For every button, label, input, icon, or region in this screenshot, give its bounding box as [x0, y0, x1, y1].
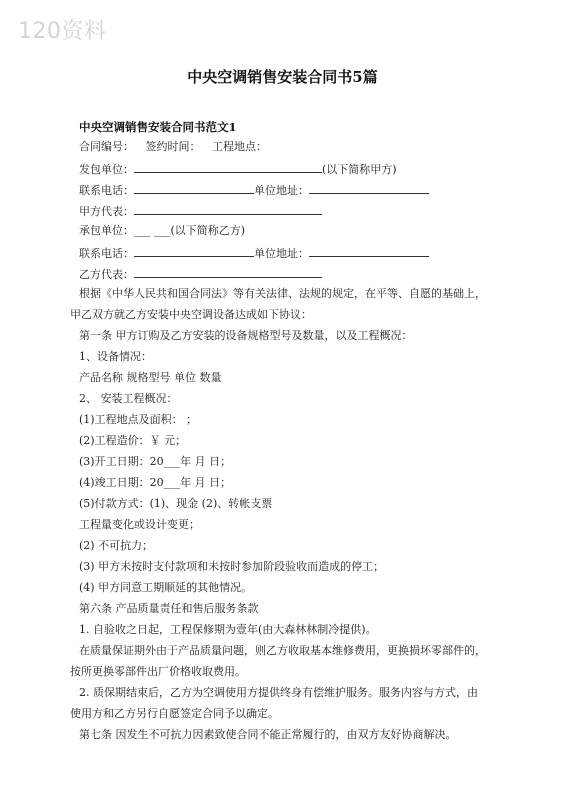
phone-b-label: 联系电话： [79, 247, 134, 260]
party-b-dash: ___ ___ [134, 224, 171, 237]
party-a-phone-line [79, 182, 519, 198]
address-b-label: 单位地址： [254, 247, 309, 260]
party-b-phone-line [79, 245, 519, 261]
item-2: 2、 安装工程概况： [79, 392, 178, 405]
sub-item-2: (2)工程造价：￥ 元； [79, 434, 187, 447]
phone-a-label: 联系电话： [79, 184, 134, 197]
party-a-label: 发包单位： [79, 163, 134, 176]
warranty-item-1: 1. 自验收之日起，工程保修期为壹年(由大森林林制冷提供)。 [79, 623, 377, 636]
warranty-paragraph-line-2: 按所更换零部件出厂价格收取费用。 [70, 665, 246, 678]
party-a-blank [134, 161, 322, 173]
party-b-line [79, 224, 519, 238]
address-b-blank [309, 245, 429, 257]
intro-paragraph-line-2: 甲乙双方就乙方安装中央空调设备达成如下协议： [70, 308, 312, 321]
article-1: 第一条 甲方订购及乙方安装的设备规格型号及数量，以及工程概况： [79, 329, 413, 342]
force-item-3: (3) 甲方未按时支付款项和未按时参加阶段验收而造成的停工； [79, 560, 385, 573]
rep-b-label: 乙方代表： [79, 268, 134, 281]
party-b-label: 承包单位： [79, 224, 134, 237]
party-b-suffix: (以下简称乙方) [170, 224, 246, 237]
phone-a-blank [134, 182, 254, 194]
sub-item-4: (4)竣工日期：20___年 月 日； [79, 476, 232, 489]
item-1-columns: 产品名称 规格型号 单位 数量 [79, 371, 222, 384]
section-title: 中央空调销售安装合同书范文1 [79, 120, 237, 134]
rep-b-blank [134, 266, 322, 278]
sub-item-1: (1)工程地点及面积： ； [79, 413, 198, 426]
article-6: 第六条 产品质量责任和售后服务条款 [79, 602, 259, 615]
party-a-suffix: (以下简称甲方) [322, 163, 397, 176]
address-a-label: 单位地址： [254, 184, 309, 197]
sign-time-label: 签约时间： [145, 140, 201, 153]
rep-a-blank [134, 203, 322, 215]
phone-b-blank [134, 245, 254, 257]
warranty-paragraph-line-1: 在质量保证期外由于产品质量问题，则乙方收取基本维修费用，更换损坏零部件的， [79, 644, 486, 657]
article-7: 第七条 因发生不可抗力因素致使合同不能正常履行的，由双方友好协商解决。 [79, 728, 457, 741]
party-a-rep-line [79, 203, 519, 219]
sub-item-5: (5)付款方式：(1)、现金 (2)、转帐支票 [79, 497, 273, 510]
project-place-label: 工程地点： [212, 140, 267, 153]
watermark: 120资料 [18, 19, 107, 44]
item-1: 1、设备情况： [79, 350, 152, 363]
force-item-2: (2) 不可抗力； [79, 539, 154, 552]
document-title: 中央空调销售安装合同书5篇 [187, 68, 378, 86]
party-b-rep-line [79, 266, 519, 282]
force-item-4: (4) 甲方同意工期顺延的其他情况。 [79, 581, 253, 594]
warranty-item-2-line-1: 2. 质保期结束后，乙方为空调使用方提供终身有偿维护服务。服务内容与方式，由 [79, 686, 478, 699]
intro-paragraph-line-1: 根据《中华人民共和国合同法》等有关法律、法规的规定，在平等、自愿的基础上， [79, 287, 486, 300]
change-line: 工程量变化或设计变更； [79, 518, 200, 531]
contract-number-line [79, 140, 519, 154]
address-a-blank [309, 182, 429, 194]
contract-number-label: 合同编号： [79, 140, 134, 153]
party-a-line [79, 161, 519, 177]
rep-a-label: 甲方代表： [79, 205, 134, 218]
sub-item-3: (3)开工日期：20___年 月 日； [79, 455, 232, 468]
warranty-item-2-line-2: 使用方和乙方另行自愿签定合同予以确定。 [70, 707, 279, 720]
